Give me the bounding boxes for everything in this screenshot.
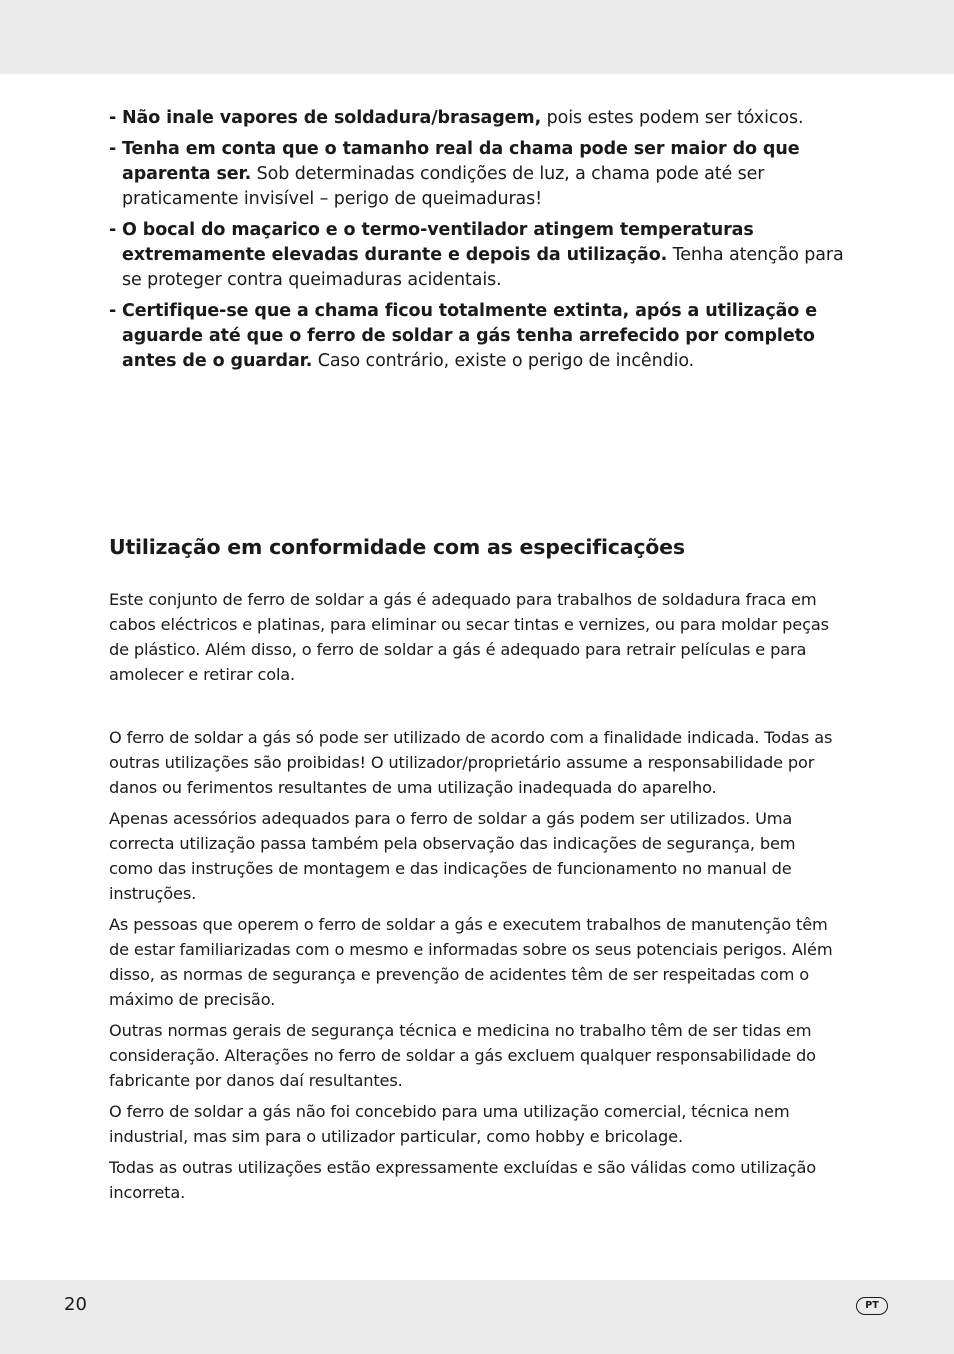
body-paragraph: As pessoas que operem o ferro de soldar a gás e executem trabalhos de manutenção têm de estar familiarizadas com o mesmo e informadas sobre os seus potenciais perigos. Além disso, as normas de segurança e prevenção de acidentes têm de ser respeitadas com o máximo de precisão. — [109, 915, 833, 1009]
list-dash: - — [109, 220, 117, 240]
body-paragraph: Todas as outras utilizações estão expressamente excluídas e são válidas como utilização incorreta. — [109, 1158, 817, 1202]
language-badge: PT — [856, 1297, 888, 1315]
warning-bold-text: Não inale vapores de soldadura/brasagem, — [122, 108, 542, 128]
body-paragraph: Apenas acessórios adequados para o ferro de soldar a gás podem ser utilizados. Uma correcta utilização passa também pela observação das indicações de segurança, bem como das instruções de montagem e das indicações de funcionamento no manual de instruções. — [109, 809, 796, 903]
warning-item — [109, 218, 844, 293]
page-number: 20 — [64, 1294, 87, 1315]
warning-bold-text: Tenha em conta que o tamanho real da chama pode ser maior do que aparenta ser. — [122, 139, 800, 184]
intro-block — [109, 587, 839, 693]
body-paragraph: O ferro de soldar a gás não foi concebido para uma utilização comercial, técnica nem industrial, mas sim para o utilizador particular, como hobby e bricolage. — [109, 1102, 790, 1146]
warning-bold-text: Certifique-se que a chama ficou totalmente extinta, após a utilização e aguarde até que o ferro de soldar a gás tenha arrefecido por completo antes de o guardar. — [122, 301, 817, 371]
warning-text: pois estes podem ser tóxicos. — [541, 108, 804, 128]
body-paragraph: O ferro de soldar a gás só pode ser utilizado de acordo com a finalidade indicada. Todas as outras utilizações são proibidas! O utilizador/proprietário assume a responsabilidade por danos ou ferimentos resultantes de uma utilização inadequada do aparelho. — [109, 728, 833, 797]
warning-bold-text: O bocal do maçarico e o termo-ventilador atingem temperaturas extremamente elevadas durante e depois da utilização. — [122, 220, 754, 265]
warning-list-container — [109, 106, 844, 380]
body-paragraph: Outras normas gerais de segurança técnica e medicina no trabalho têm de ser tidas em consideração. Alterações no ferro de soldar a gás excluem qualquer responsabilidade do fabricante por danos daí resultantes. — [109, 1021, 816, 1090]
header-band — [0, 0, 954, 74]
warning-text: Caso contrário, existe o perigo de incêndio. — [312, 351, 695, 371]
warning-item — [109, 106, 844, 131]
warning-text: Sob determinadas condições de luz, a chama pode até ser praticamente invisível – perigo de queimaduras! — [122, 164, 765, 209]
intro-paragraph: Este conjunto de ferro de soldar a gás é adequado para trabalhos de soldadura fraca em cabos eléctricos e platinas, para eliminar ou secar tintas e vernizes, ou para moldar peças de plástico. Além disso, o ferro de soldar a gás é adequado para retrair películas e para amolecer e retirar cola. — [109, 590, 829, 684]
list-dash: - — [109, 301, 117, 321]
section-title: Utilização em conformidade com as especificações — [109, 535, 685, 559]
warning-item — [109, 137, 844, 212]
warning-text: Tenha atenção para se proteger contra queimaduras acidentais. — [122, 245, 844, 290]
warning-item — [109, 299, 844, 374]
usage-paragraphs — [109, 725, 839, 1211]
list-dash: - — [109, 139, 117, 159]
list-dash: - — [109, 108, 117, 128]
footer-band — [0, 1280, 954, 1354]
warning-list — [109, 106, 844, 374]
